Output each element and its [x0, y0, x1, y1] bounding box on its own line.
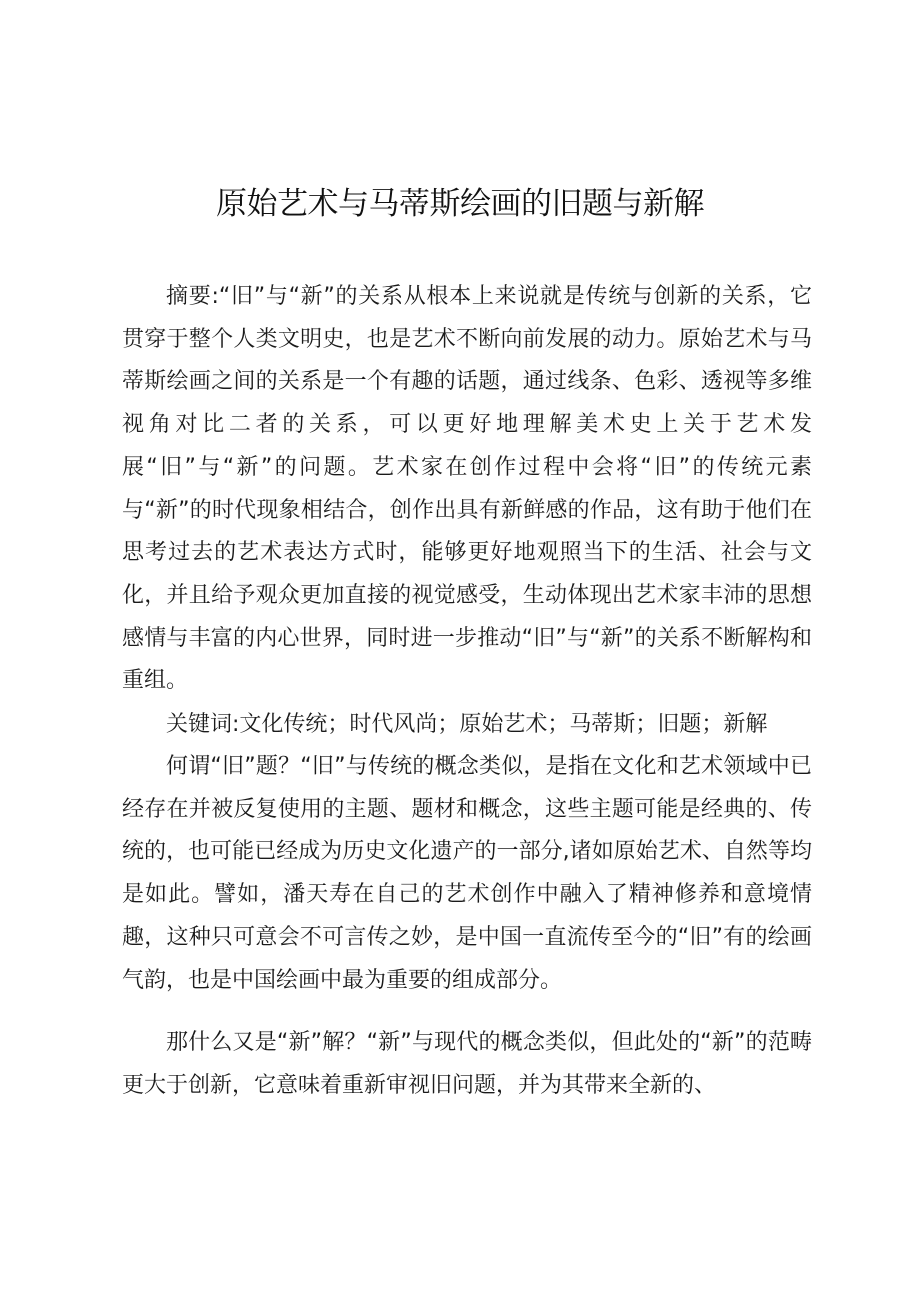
body-paragraph-old-topic: 何谓“旧”题？“旧”与传统的概念类似，是指在文化和艺术领域中已经存在并被反复使用的主题、题材和概念，这些主题可能是经典的、传统的，也可能已经成为历史文化遗产的一部分,诸如原始艺术、自然等均是如此。譬如，潘天寿在自己的艺术创作中融入了精神修养和意境情趣，这种只可意会不可言传之妙，是中国一直流传至今的“旧”有的绘画气韵，也是中国绘画中最为重要的组成部分。 [122, 754, 812, 993]
document-title: 原始艺术与马蒂斯绘画的旧题与新解 [216, 186, 704, 222]
abstract-label: 摘要: [166, 284, 219, 309]
keywords-label: 关键词: [166, 712, 240, 737]
keywords-paragraph [122, 704, 812, 747]
abstract-text: “旧”与“新”的关系从根本上来说就是传统与创新的关系，它贯穿于整个人类文明史，也是艺术不断向前发展的动力。原始艺术与马蒂斯绘画之间的关系是一个有趣的话题，通过线条、色彩、透视等多维视角对比二者的关系，可以更好地理解美术史上关于艺术发展“旧”与“新”的问题。艺术家在创作过程中会将“旧”的传统元素与“新”的时代现象相结合，创作出具有新鲜感的作品，这有助于他们在思考过去的艺术表达方式时，能够更好地观照当下的生活、社会与文化，并且给予观众更加直接的视觉感受，生动体现出艺术家丰沛的思想感情与丰富的内心世界，同时进一步推动“旧”与“新”的关系不断解构和重组。 [122, 284, 813, 694]
body-paragraph-new-interpretation: 那什么又是“新”解？“新”与现代的概念类似，但此处的“新”的范畴更大于创新，它意味着重新审视旧问题，并为其带来全新的、 [122, 1030, 812, 1098]
abstract-paragraph [122, 276, 812, 703]
keywords-text: 文化传统；时代风尚；原始艺术；马蒂斯；旧题；新解 [239, 712, 768, 737]
